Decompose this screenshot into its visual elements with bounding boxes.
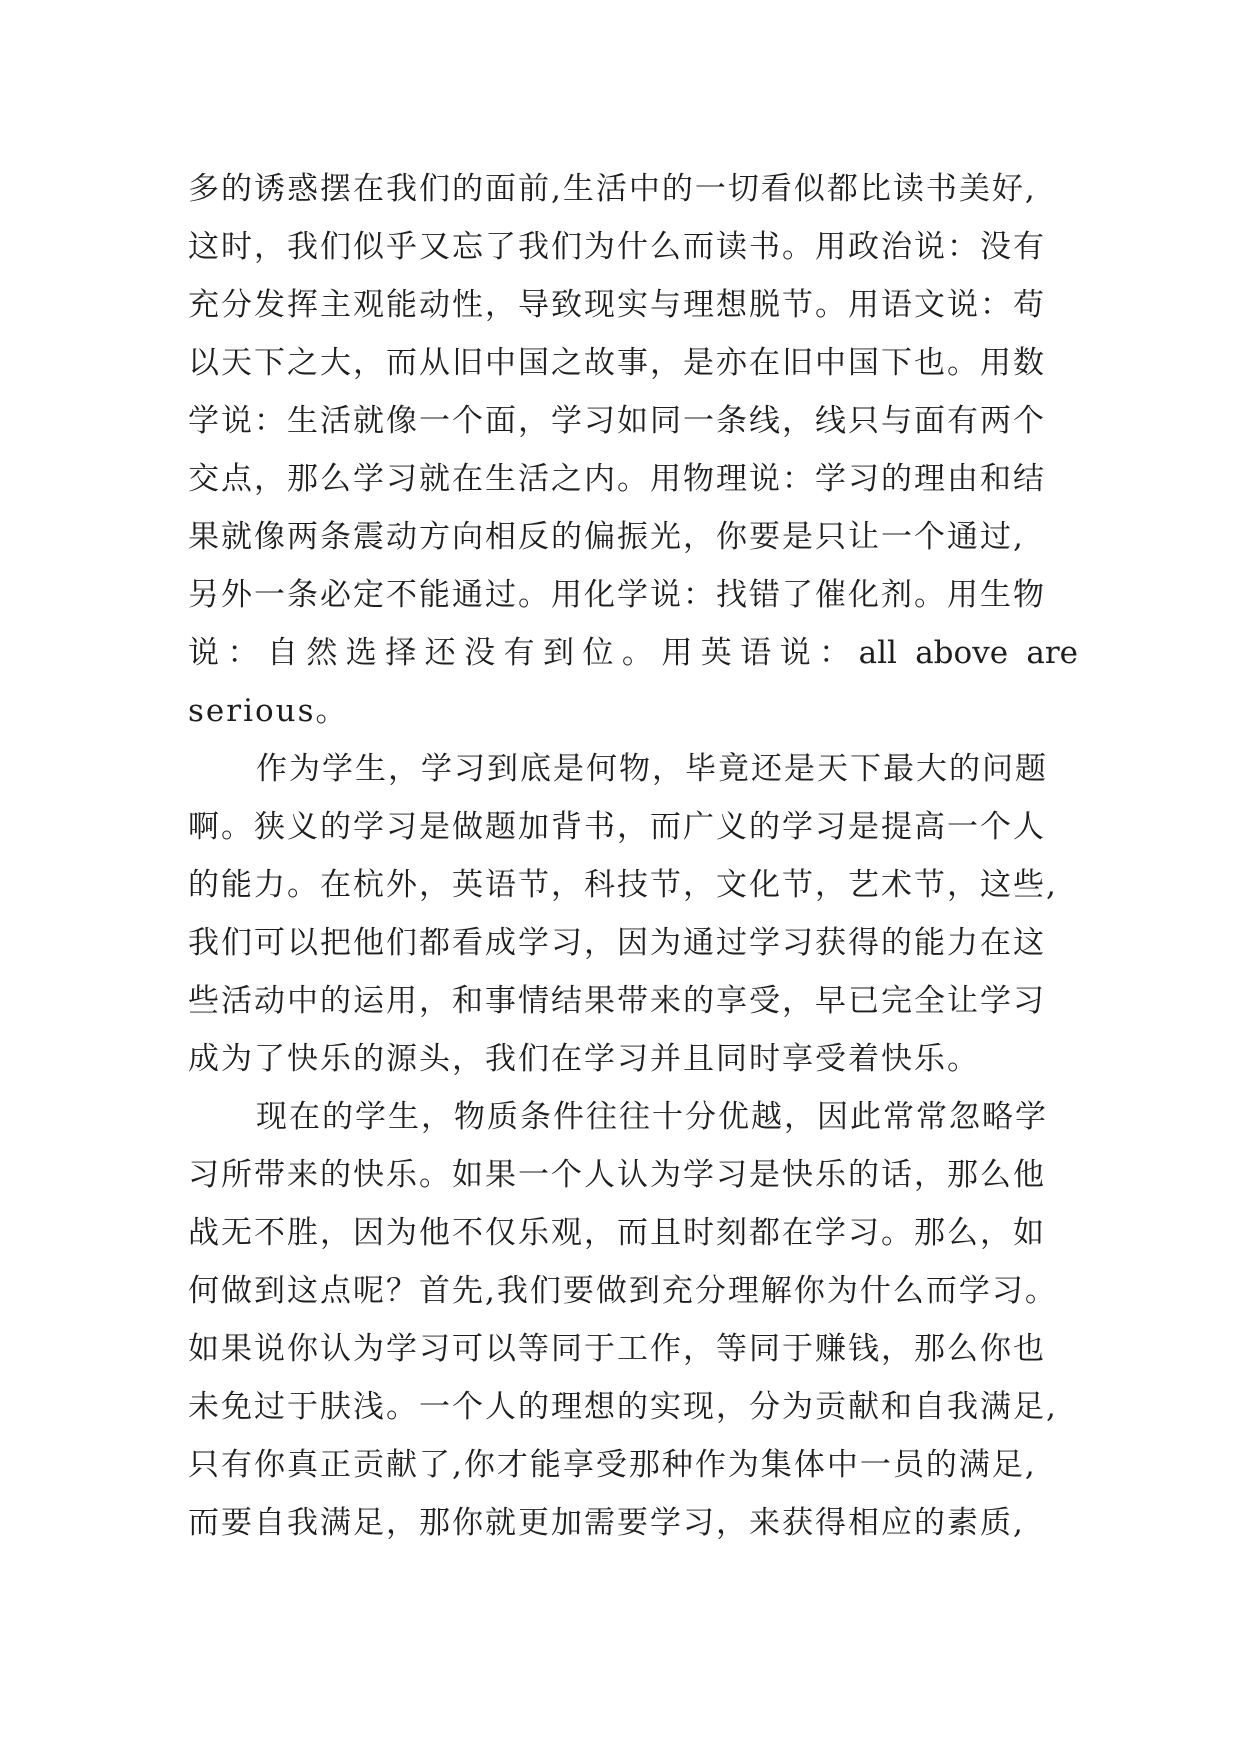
paragraph-first-line: 作为学生，学习到底是何物，毕竟还是天下最大的问题 xyxy=(256,751,1048,787)
text-line: 另外一条必定不能通过。用化学说：找错了催化剂。用生物 xyxy=(188,577,1046,613)
text-line: 习所带来的快乐。如果一个人认为学习是快乐的话，那么他 xyxy=(188,1157,1046,1193)
text-line: 果就像两条震动方向相反的偏振光，你要是只让一个通过, xyxy=(188,519,1025,555)
body-text xyxy=(188,160,1078,1552)
text-line: 以天下之大，而从旧中国之故事，是亦在旧中国下也。用数 xyxy=(188,345,1046,381)
text-line: 交点，那么学习就在生活之内。用物理说：学习的理由和结 xyxy=(188,461,1046,497)
text-line: 而要自我满足，那你就更加需要学习，来获得相应的素质, xyxy=(188,1505,1025,1541)
text-line: 学说：生活就像一个面，学习如同一条线，线只与面有两个 xyxy=(188,403,1046,439)
text-line: 的能力。在杭外，英语节，科技节，文化节，艺术节，这些, xyxy=(188,867,1058,903)
text-line: 说：自然选择还没有到位。用英语说：all above are xyxy=(188,635,1078,671)
text-line: 战无不胜，因为他不仅乐观，而且时刻都在学习。那么，如 xyxy=(188,1215,1046,1251)
text-line: 多的诱惑摆在我们的面前,生活中的一切看似都比读书美好, xyxy=(188,171,1037,207)
text-line: 这时，我们似乎又忘了我们为什么而读书。用政治说：没有 xyxy=(188,229,1046,265)
text-line: 我们可以把他们都看成学习，因为通过学习获得的能力在这 xyxy=(188,925,1046,961)
paragraph-first-line: 现在的学生，物质条件往往十分优越，因此常常忽略学 xyxy=(256,1099,1048,1135)
text-line: 些活动中的运用，和事情结果带来的享受，早已完全让学习 xyxy=(188,983,1046,1019)
text-line: 成为了快乐的源头，我们在学习并且同时享受着快乐。 xyxy=(188,1041,980,1077)
text-line: 啊。狭义的学习是做题加背书，而广义的学习是提高一个人 xyxy=(188,809,1046,845)
text-line: serious。 xyxy=(188,693,349,729)
text-line: 何做到这点呢？首先,我们要做到充分理解你为什么而学习。 xyxy=(188,1273,1058,1309)
text-line: 如果说你认为学习可以等同于工作，等同于赚钱，那么你也 xyxy=(188,1331,1046,1367)
text-line: 未免过于肤浅。一个人的理想的实现，分为贡献和自我满足, xyxy=(188,1389,1058,1425)
text-line: 充分发挥主观能动性，导致现实与理想脱节。用语文说：苟 xyxy=(188,287,1046,323)
text-line: 只有你真正贡献了,你才能享受那种作为集体中一员的满足, xyxy=(188,1447,1037,1483)
